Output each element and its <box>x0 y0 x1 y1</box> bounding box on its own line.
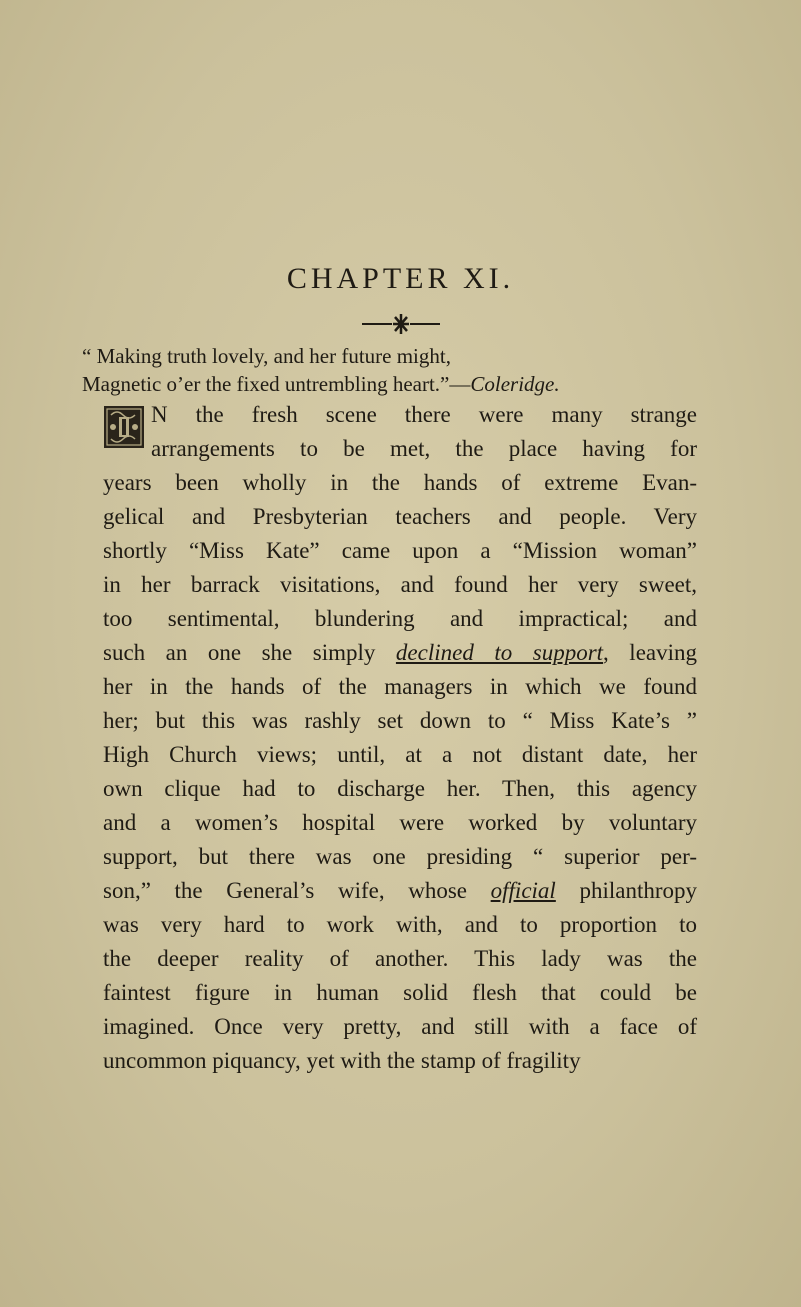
text-line: in her barrack visitations, and found her very sweet, <box>103 572 697 597</box>
emphasis-text: declined to support <box>395 640 604 665</box>
text-line: support, but there was one presiding “ superior per- <box>103 844 697 869</box>
drop-cap-letter: I <box>123 433 125 434</box>
text-line: own clique had to discharge her. Then, this agency <box>103 776 697 801</box>
text-line <box>103 874 697 908</box>
text-line: High Church views; until, at a not distant date, her <box>103 742 697 767</box>
epigraph <box>82 342 722 398</box>
text-line: arrangements to be met, the place having for <box>151 436 697 461</box>
text-run: son,” the General’s wife, whose <box>103 878 491 903</box>
text-line: was very hard to work with, and to proportion to <box>103 912 697 937</box>
text-line: her; but this was rashly set down to “ Miss Kate’s ” <box>103 708 697 733</box>
emphasis-text: official <box>490 878 556 903</box>
text-line: faintest figure in human solid flesh that could be <box>103 980 697 1005</box>
body-text <box>103 398 697 1078</box>
epigraph-line <box>82 370 722 398</box>
text-run: philanthropy <box>555 878 697 903</box>
epigraph-author: Coleridge. <box>470 372 560 396</box>
text-line: her in the hands of the managers in which we found <box>103 674 697 699</box>
chapter-title: CHAPTER XI. <box>286 262 515 295</box>
text-line: the deeper reality of another. This lady was the <box>103 946 697 971</box>
text-line <box>103 636 697 670</box>
text-line: imagined. Once very pretty, and still with a face of <box>103 1014 697 1039</box>
text-line: shortly “Miss Kate” came upon a “Mission woman” <box>103 538 697 563</box>
text-line: and a women’s hospital were worked by voluntary <box>103 810 697 835</box>
epigraph-text: Magnetic o’er the fixed untrembling heart.”— <box>82 372 471 396</box>
text-line: uncommon piquancy, yet with the stamp of fragility <box>103 1048 581 1073</box>
text-line: gelical and Presbyterian teachers and people. Very <box>103 504 697 529</box>
text-run: such an one she simply <box>103 640 396 665</box>
text-line: N the fresh scene there were many strange <box>151 402 697 427</box>
ornament-divider-icon <box>362 312 440 336</box>
text-run: , leaving <box>603 640 698 665</box>
text-line: too sentimental, blundering and impractical; and <box>103 606 697 631</box>
text-line: years been wholly in the hands of extreme Evan- <box>103 470 697 495</box>
epigraph-line: “ Making truth lovely, and her future might, <box>82 344 451 368</box>
